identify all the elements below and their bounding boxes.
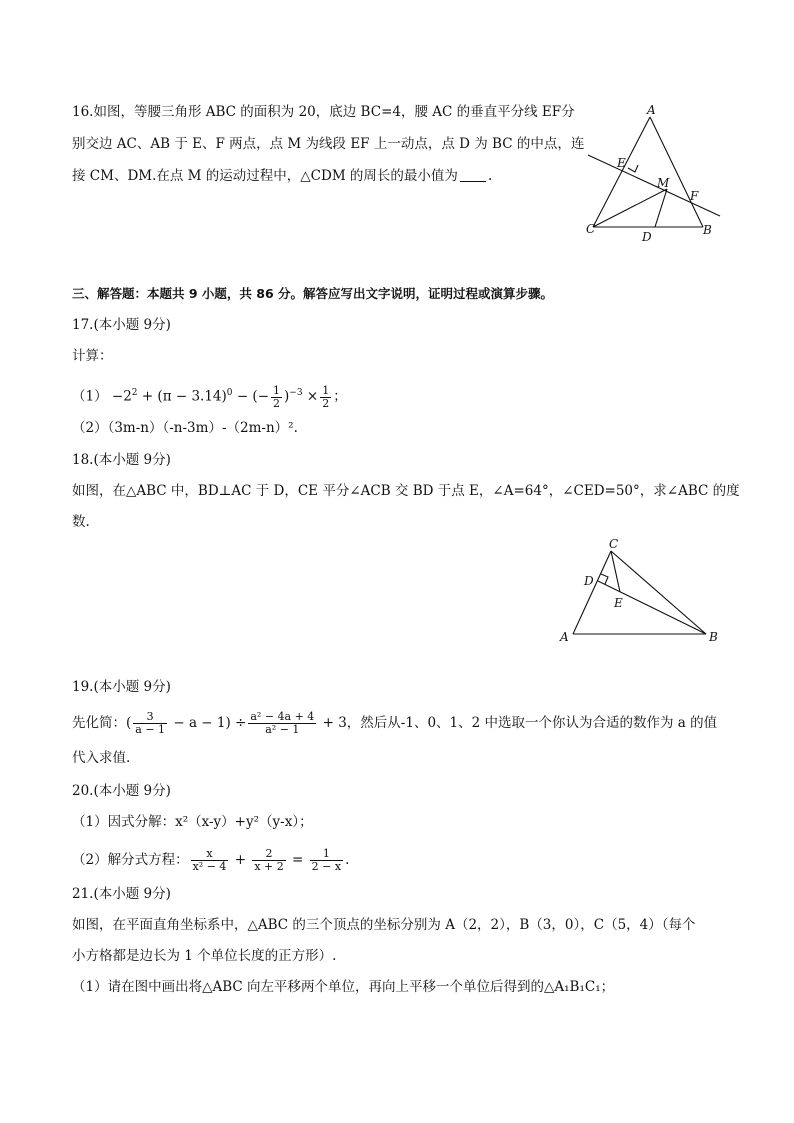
text: （2）解分式方程：	[72, 852, 189, 868]
q16-line-3-end: .	[487, 168, 493, 184]
right-angle-mark-E	[628, 165, 638, 172]
segment-CM	[593, 189, 667, 227]
q21-title: 21.(本小题 9分)	[72, 886, 171, 902]
operator: =	[287, 852, 308, 868]
side-CB	[611, 551, 706, 634]
side-AC	[593, 117, 650, 227]
exponent: 2	[131, 388, 138, 398]
q17-title: 17.(本小题 9分)	[72, 317, 171, 333]
label-D: D	[642, 230, 652, 244]
q19-title: 19.(本小题 9分)	[72, 679, 171, 695]
math-term: + (π − 3.14)	[137, 388, 227, 405]
q16-line-3-text: 接 CM、DM.在点 M 的运动过程中，△CDM 的周长的最小值为	[72, 168, 458, 184]
q20-part-1: （1）因式分解：x²（x-y）+y²（y-x）；	[72, 814, 313, 830]
fraction	[310, 848, 343, 873]
operator: +	[230, 852, 251, 868]
label-E: E	[614, 596, 623, 610]
label-A: A	[647, 103, 656, 117]
fraction	[252, 848, 285, 873]
math-term: ；	[333, 388, 347, 405]
denominator: 2	[322, 396, 330, 410]
exponent: 0	[226, 388, 233, 398]
q18-line-1: 如图，在△ABC 中，BD⊥AC 于 D，CE 平分∠ACB 交 BD 于点 E，∠A=64°，∠CED=50°，求∠ABC 的度	[72, 483, 740, 499]
label-F: F	[690, 189, 699, 203]
q16-figure	[580, 100, 730, 250]
fraction	[133, 711, 167, 736]
denominator: a² − 1	[265, 723, 300, 736]
label-E: E	[617, 156, 626, 170]
q18-figure	[555, 535, 725, 650]
q18-line-2: 数.	[72, 514, 90, 530]
label-C: C	[609, 537, 619, 551]
math-term: − (−	[232, 388, 270, 405]
q20-part-2	[72, 848, 349, 873]
side-CA	[573, 551, 611, 634]
q17-prompt: 计算：	[72, 348, 113, 364]
side-AB	[650, 117, 703, 227]
denominator: a − 1	[135, 723, 166, 736]
numerator: a² − 4a + 4	[250, 710, 315, 723]
q18-title: 18.(本小题 9分)	[72, 452, 171, 468]
line-EF	[588, 155, 720, 216]
denominator: 2 − x	[311, 860, 342, 873]
numerator: x	[191, 848, 229, 861]
denominator: x + 2	[254, 860, 284, 873]
numerator: 1	[310, 848, 343, 861]
denominator: x² − 4	[192, 860, 227, 873]
section-heading: 三、解答题：本题共 9 小题，共 86 分。解答应写出文字说明，证明过程或演算步骤。	[72, 286, 554, 301]
fraction	[320, 385, 331, 410]
math-term: −2	[111, 388, 132, 405]
part-label: （1）	[72, 388, 108, 405]
numerator: 1	[273, 383, 281, 397]
label-D: D	[584, 574, 594, 588]
text: − a − 1) ÷	[169, 715, 247, 731]
label-B: B	[703, 223, 712, 237]
numerator: 2	[252, 848, 285, 861]
q16-line-3	[72, 166, 492, 186]
text: + 3，然后从-1、0、1、2 中选取一个你认为合适的数作为 a 的值	[318, 715, 718, 731]
label-A: A	[560, 630, 569, 644]
fraction	[271, 385, 282, 410]
q19-line-1	[72, 711, 717, 736]
numerator: 1	[322, 383, 330, 397]
q17-part-2: （2）（3m-n）（-n-3m）-（2m-n）².	[72, 420, 298, 436]
fraction	[191, 848, 229, 873]
q16-line-1: 16.如图，等腰三角形 ABC 的面积为 20，底边 BC=4，腰 AC 的垂直平分线 EF分	[72, 104, 575, 120]
exponent: −3	[289, 388, 303, 398]
denominator: 2	[273, 396, 281, 410]
q17-part-1	[72, 383, 347, 410]
label-M: M	[657, 176, 670, 190]
q20-title: 20.(本小题 9分)	[72, 783, 171, 799]
q21-line-1: 如图，在平面直角坐标系中，△ABC 的三个顶点的坐标分别为 A（2，2），B（3，0），C（5，4）（每个	[72, 917, 696, 933]
q21-line-2: 小方格都是边长为 1 个单位长度的正方形）.	[72, 948, 337, 964]
math-term: )	[284, 388, 290, 405]
q21-part-1: （1）请在图中画出将△ABC 向左平移两个单位，再向上平移一个单位后得到的△A₁B₁C₁；	[72, 979, 615, 995]
label-B: B	[709, 630, 718, 644]
math-term: ×	[302, 388, 319, 405]
label-C: C	[586, 222, 596, 236]
text: .	[345, 852, 350, 868]
fraction	[248, 711, 316, 736]
text: 先化简：(	[72, 715, 132, 731]
q19-line-2: 代入求值.	[72, 750, 131, 766]
numerator: 3	[133, 711, 167, 724]
q16-line-2: 别交边 AC、AB 于 E、F 两点，点 M 为线段 EF 上一动点，点 D 为 BC 的中点，连	[72, 136, 585, 152]
answer-blank[interactable]	[460, 167, 486, 182]
